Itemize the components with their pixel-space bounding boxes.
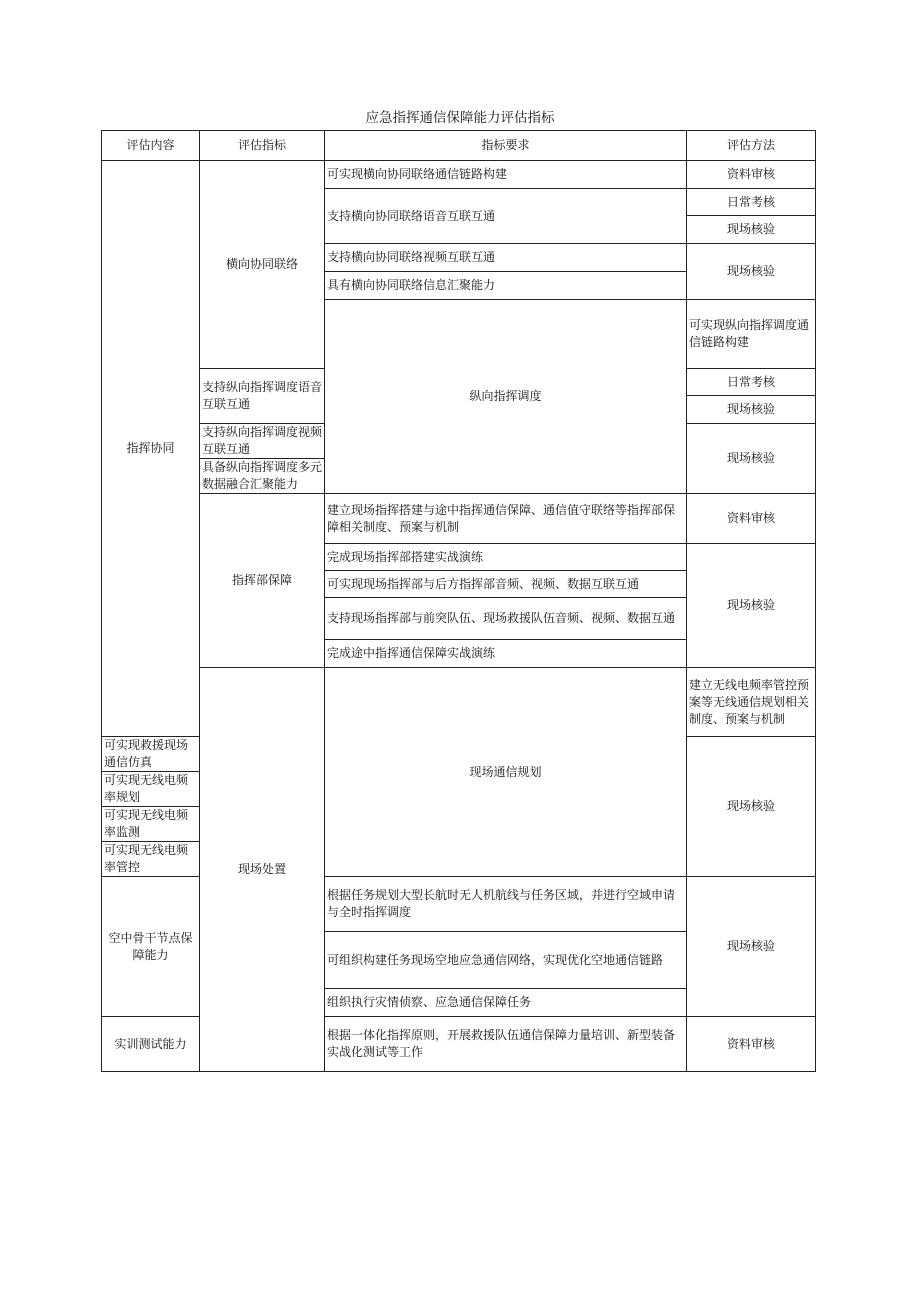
requirement-cell: 可实现纵向指挥调度通信链路构建 xyxy=(687,300,816,369)
indicator-cell: 纵向指挥调度 xyxy=(325,300,687,494)
method-cell: 现场核验 xyxy=(687,396,816,424)
indicator-cell: 指挥部保障 xyxy=(200,494,325,668)
requirement-cell: 建立无线电频率管控预案等无线通信规划相关制度、预案与机制 xyxy=(687,668,816,737)
requirement-cell: 完成现场指挥部搭建实战演练 xyxy=(325,544,687,571)
content-cell: 现场处置 xyxy=(200,668,325,1072)
content-cell: 指挥协同 xyxy=(102,161,200,737)
method-cell: 现场核验 xyxy=(687,216,816,244)
requirement-cell: 根据一体化指挥原则，开展救援队伍通信保障力量培训、新型装备实战化测试等工作 xyxy=(325,1017,687,1072)
requirement-cell: 可实现无线电频率管控 xyxy=(102,842,200,877)
header-cell: 评估内容 xyxy=(102,131,200,161)
requirement-cell: 具备纵向指挥调度多元数据融合汇聚能力 xyxy=(200,459,325,494)
evaluation-table xyxy=(101,130,816,1072)
method-cell: 资料审核 xyxy=(687,1017,816,1072)
indicator-cell: 横向协同联络 xyxy=(200,161,325,369)
table-row xyxy=(102,668,816,737)
header-cell: 评估方法 xyxy=(687,131,816,161)
method-cell: 资料审核 xyxy=(687,161,816,189)
requirement-cell: 支持横向协同联络语音互联互通 xyxy=(325,189,687,244)
indicator-cell: 实训测试能力 xyxy=(102,1017,200,1072)
requirement-cell: 可实现救援现场通信仿真 xyxy=(102,737,200,772)
header-cell: 评估指标 xyxy=(200,131,325,161)
table-row xyxy=(102,161,816,189)
method-cell: 资料审核 xyxy=(687,494,816,544)
requirement-cell: 支持现场指挥部与前突队伍、现场救援队伍音频、视频、数据互通 xyxy=(325,598,687,640)
header-cell: 指标要求 xyxy=(325,131,687,161)
requirement-cell: 可实现无线电频率规划 xyxy=(102,772,200,807)
requirement-cell: 具有横向协同联络信息汇聚能力 xyxy=(325,272,687,300)
requirement-cell: 完成途中指挥通信保障实战演练 xyxy=(325,640,687,668)
requirement-cell: 建立现场指挥搭建与途中指挥通信保障、通信值守联络等指挥部保障相关制度、预案与机制 xyxy=(325,494,687,544)
method-cell: 日常考核 xyxy=(687,189,816,216)
requirement-cell: 可组织构建任务现场空地应急通信网络，实现优化空地通信链路 xyxy=(325,932,687,989)
requirement-cell: 可实现横向协同联络通信链路构建 xyxy=(325,161,687,189)
requirement-cell: 支持横向协同联络视频互联互通 xyxy=(325,244,687,272)
method-cell: 现场核验 xyxy=(687,544,816,668)
method-cell: 现场核验 xyxy=(687,244,816,300)
table-header-row xyxy=(102,131,816,161)
requirement-cell: 支持纵向指挥调度视频互联互通 xyxy=(200,424,325,459)
method-cell: 现场核验 xyxy=(687,424,816,494)
requirement-cell: 组织执行灾情侦察、应急通信保障任务 xyxy=(325,989,687,1017)
requirement-cell: 可实现现场指挥部与后方指挥部音频、视频、数据互联互通 xyxy=(325,571,687,598)
requirement-cell: 支持纵向指挥调度语音互联互通 xyxy=(200,369,325,424)
method-cell: 日常考核 xyxy=(687,369,816,396)
requirement-cell: 根据任务规划大型长航时无人机航线与任务区域，并进行空域申请与全时指挥调度 xyxy=(325,877,687,932)
indicator-cell: 空中骨干节点保障能力 xyxy=(102,877,200,1017)
page-title: 应急指挥通信保障能力评估指标 xyxy=(365,110,555,126)
method-cell: 现场核验 xyxy=(687,877,816,1017)
method-cell: 现场核验 xyxy=(687,737,816,877)
table-row xyxy=(102,494,816,544)
requirement-cell: 可实现无线电频率监测 xyxy=(102,807,200,842)
indicator-cell: 现场通信规划 xyxy=(325,668,687,877)
